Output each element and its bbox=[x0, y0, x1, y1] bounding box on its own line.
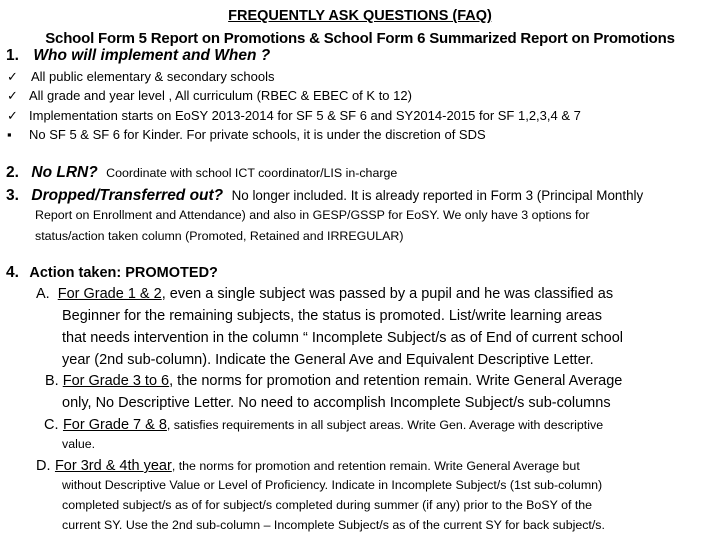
question-text: No LRN? bbox=[31, 164, 98, 181]
answer-text: Coordinate with school ICT coordinator/LIS in-charge bbox=[106, 166, 398, 180]
question-number: 3. bbox=[6, 187, 19, 204]
answer-line: status/action taken column (Promoted, Retained and IRREGULAR) bbox=[35, 229, 404, 243]
page-subtitle: School Form 5 Report on Promotions & School Form 6 Summarized Report on Promotions bbox=[45, 30, 675, 47]
question-keyword: PROMOTED bbox=[125, 265, 210, 281]
bullet-item: ▪ No SF 5 & SF 6 for Kinder. For private schools, it is under the discretion of SDS bbox=[7, 127, 486, 142]
check-icon: ✓ bbox=[7, 88, 18, 103]
answer-c: C. For Grade 7 & 8, satisfies requirements in all subject areas. Write Gen. Average with descriptive bbox=[44, 417, 604, 433]
answer-line: Beginner for the remaining subjects, the status is promoted. List/write learning areas bbox=[62, 308, 602, 324]
item-label: C. bbox=[44, 417, 59, 433]
check-icon: ✓ bbox=[7, 69, 18, 84]
answer-line: only, No Descriptive Letter. No need to accomplish Incomplete Subject/s sub-columns bbox=[62, 395, 611, 411]
question-1 bbox=[6, 47, 270, 65]
answer-line: that needs intervention in the column “ Incomplete Subject/s as of End of current school bbox=[62, 330, 623, 346]
answer-line: Report on Enrollment and Attendance) and also in GESP/GSSP for EoSY. We only have 3 options for bbox=[35, 208, 590, 222]
question-text: Who will implement and When ? bbox=[33, 47, 271, 64]
answer-text: No longer included. It is already reported in Form 3 (Principal Monthly bbox=[231, 188, 644, 203]
question-number: 1. bbox=[6, 47, 19, 64]
question-text: Action taken: bbox=[29, 265, 126, 281]
square-bullet-icon: ▪ bbox=[7, 127, 12, 142]
answer-line: completed subject/s as of for subject/s completed during summer (if any) prior to the BoSY of the bbox=[62, 498, 593, 512]
answer-a: A. For Grade 1 & 2, even a single subject was passed by a pupil and he was classified as bbox=[36, 286, 614, 302]
bullet-item: ✓ All public elementary & secondary schools bbox=[7, 69, 275, 84]
question-text: Dropped/Transferred out? bbox=[31, 187, 224, 204]
bullet-item: ✓ All grade and year level , All curriculum (RBEC & EBEC of K to 12) bbox=[7, 88, 412, 103]
item-label: A. bbox=[36, 286, 50, 302]
grade-range: For Grade 1 & 2 bbox=[57, 286, 162, 302]
question-2 bbox=[6, 164, 397, 182]
bullet-item: ✓ Implementation starts on EoSY 2013-2014 for SF 5 & SF 6 and SY2014-2015 for SF 1,2,3,4 & 7 bbox=[7, 108, 581, 123]
page-title: FREQUENTLY ASK QUESTIONS (FAQ) bbox=[228, 8, 492, 24]
grade-range: For 3rd & 4th year bbox=[54, 458, 172, 474]
check-icon: ✓ bbox=[7, 108, 18, 123]
answer-line: current SY. Use the 2nd sub-column – Incomplete Subject/s as of the current SY for back subject/s. bbox=[62, 518, 605, 532]
question-number: 4. bbox=[6, 264, 19, 281]
answer-line: year (2nd sub-column). Indicate the General Ave and Equivalent Descriptive Letter. bbox=[62, 352, 594, 368]
grade-range: For Grade 3 to 6 bbox=[62, 373, 170, 389]
grade-range: For Grade 7 & 8 bbox=[62, 417, 167, 433]
item-label: D. bbox=[36, 458, 51, 474]
question-3 bbox=[6, 187, 643, 205]
item-label: B. bbox=[45, 373, 59, 389]
answer-line: value. bbox=[62, 437, 96, 451]
answer-d: D. For 3rd & 4th year, the norms for promotion and retention remain. Write General Average but bbox=[36, 458, 580, 474]
answer-b: B. For Grade 3 to 6, the norms for promotion and retention remain. Write General Average bbox=[45, 373, 623, 389]
question-4: 4. Action taken: PROMOTED? bbox=[6, 264, 218, 281]
answer-line: without Descriptive Value or Level of Proficiency. Indicate in Incomplete Subject/s (1st sub-column) bbox=[62, 478, 603, 492]
question-number: 2. bbox=[6, 164, 19, 181]
